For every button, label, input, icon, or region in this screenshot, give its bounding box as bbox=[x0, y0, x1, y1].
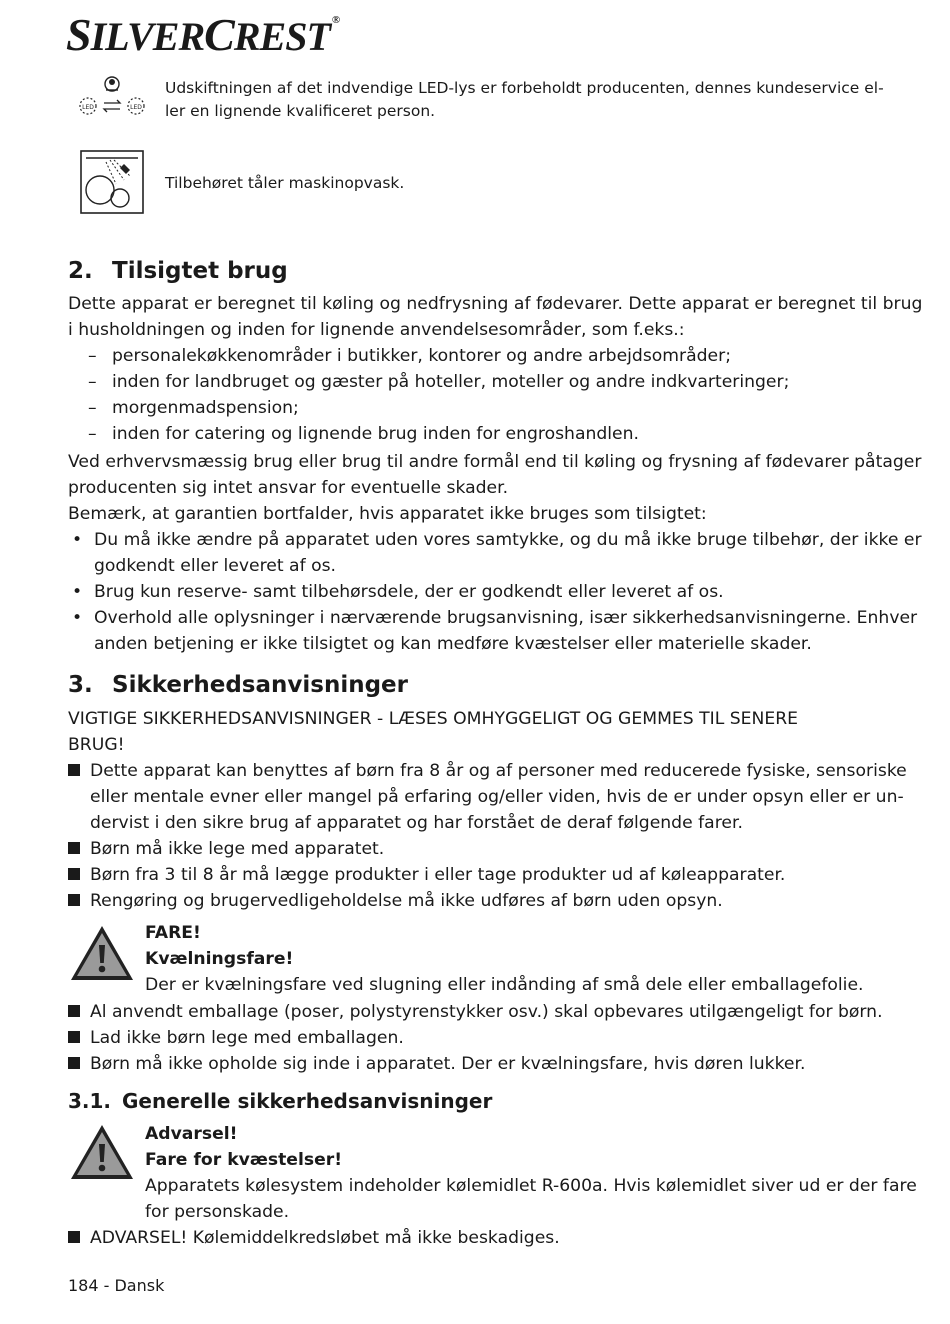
list-item: Børn fra 3 til 8 år må lægge produkter i eller tage produkter ud af køleapparater. bbox=[68, 862, 907, 888]
list-item: Rengøring og brugervedligeholdelse må ikke udføres af børn uden opsyn. bbox=[68, 888, 907, 914]
list-item: Børn må ikke opholde sig inde i apparatet. Der er kvælningsfare, hvis døren lukker. bbox=[68, 1051, 883, 1077]
warning-1-block: FARE! Kvælningsfare! Der er kvælningsfare ved slugning eller indånding af små dele eller emballagefolie. bbox=[145, 923, 864, 995]
liability-paragraph: Ved erhvervsmæssig brug eller brug til andre formål end til køling og frysning af fødevarer påtager producenten sig intet ansvar for eventuelle skader. bbox=[68, 452, 922, 498]
list-item: – morgenmadspension; bbox=[88, 398, 299, 418]
list-item: Lad ikke børn lege med emballagen. bbox=[68, 1025, 883, 1051]
brand-logo: SILVERCREST ® bbox=[66, 9, 340, 60]
important-notice: VIGTIGE SIKKERHEDSANVISNINGER - LÆSES OMHYGGELIGT OG GEMMES TIL SENERE BRUG! bbox=[68, 709, 799, 755]
list-item: • Overhold alle oplysninger i nærværende brugsanvisning, især sikkerhedsanvisningerne. Enhver bbox=[72, 608, 918, 628]
square-bullet-icon bbox=[68, 868, 80, 880]
safety-list-1 bbox=[68, 758, 907, 914]
list-item: dervist i den sikre brug af apparatet og har forstået de deraf følgende farer. bbox=[90, 813, 743, 833]
square-bullet-icon bbox=[68, 1005, 80, 1017]
warning-2-block: Advarsel! Fare for kvæstelser! Apparatets kølesystem indeholder kølemidlet R-600a. Hvis kølemidlet siver ud er der fare for personskade. bbox=[145, 1124, 917, 1222]
square-bullet-icon bbox=[68, 894, 80, 906]
bullet-list bbox=[72, 527, 922, 657]
safety-list-2 bbox=[68, 999, 883, 1077]
svg-text:LED: LED bbox=[82, 104, 94, 111]
led-replacement-icon bbox=[76, 74, 148, 126]
square-bullet-icon bbox=[68, 1231, 80, 1243]
list-item: – personalekøkkenområder i butikker, kontorer og andre arbejdsområder; bbox=[88, 346, 731, 366]
svg-text:LED: LED bbox=[130, 104, 142, 111]
section-2-heading: 2. Tilsigtet brug bbox=[68, 258, 288, 284]
dash-list bbox=[88, 343, 789, 447]
section-3-heading: 3. Sikkerhedsanvisninger bbox=[68, 672, 408, 698]
dishwasher-safe-icon bbox=[80, 150, 144, 214]
page-number: 184 - Dansk bbox=[68, 1276, 165, 1295]
square-bullet-icon bbox=[68, 842, 80, 854]
list-item: ADVARSEL! Kølemiddelkredsløbet må ikke beskadiges. bbox=[68, 1225, 560, 1251]
warning-triangle-icon bbox=[68, 923, 136, 983]
list-item: – inden for landbruget og gæster på hoteller, moteller og andre indkvarteringer; bbox=[88, 372, 790, 392]
section-3-1-heading: 3.1. Generelle sikkerhedsanvisninger bbox=[68, 1089, 493, 1113]
square-bullet-icon bbox=[68, 764, 80, 776]
section-2-intro: Dette apparat er beregnet til køling og nedfrysning af fødevarer. Dette apparat er beregnet til brug i husholdningen og inden for lignende anvendelsesområder, som f.eks.: bbox=[68, 294, 923, 340]
list-item: anden betjening er ikke tilsigtet og kan medføre kvæstelser eller materielle skader. bbox=[94, 634, 812, 654]
square-bullet-icon bbox=[68, 1057, 80, 1069]
list-item: Børn må ikke lege med apparatet. bbox=[68, 836, 907, 862]
led-text: Udskiftningen af det indvendige LED-lys er forbeholdt producenten, dennes kundeservice el- ler en lignende kvalificeret person. bbox=[165, 79, 884, 120]
warning-triangle-icon bbox=[68, 1122, 136, 1182]
list-item: eller mentale evner eller mangel på erfaring og/eller viden, hvis de er under opsyn eller er un- bbox=[90, 787, 904, 807]
square-bullet-icon bbox=[68, 1031, 80, 1043]
list-item: Dette apparat kan benyttes af børn fra 8 år og af personer med reducerede fysiske, sensoriske bbox=[68, 758, 907, 784]
list-item: – inden for catering og lignende brug inden for engroshandlen. bbox=[88, 424, 639, 444]
list-item: • Du må ikke ændre på apparatet uden vores samtykke, og du må ikke bruge tilbehør, der ikke er bbox=[72, 530, 922, 550]
warranty-note: Bemærk, at garantien bortfalder, hvis apparatet ikke bruges som tilsigtet: bbox=[68, 504, 707, 524]
list-item: • Brug kun reserve- samt tilbehørsdele, der er godkendt eller leveret af os. bbox=[72, 582, 724, 602]
list-item: Al anvendt emballage (poser, polystyrenstykker osv.) skal opbevares utilgængeligt for børn. bbox=[68, 999, 883, 1025]
dishwasher-text: Tilbehøret tåler maskinopvask. bbox=[165, 174, 405, 192]
list-item: godkendt eller leveret af os. bbox=[94, 556, 337, 576]
safety-list-3 bbox=[68, 1225, 560, 1251]
